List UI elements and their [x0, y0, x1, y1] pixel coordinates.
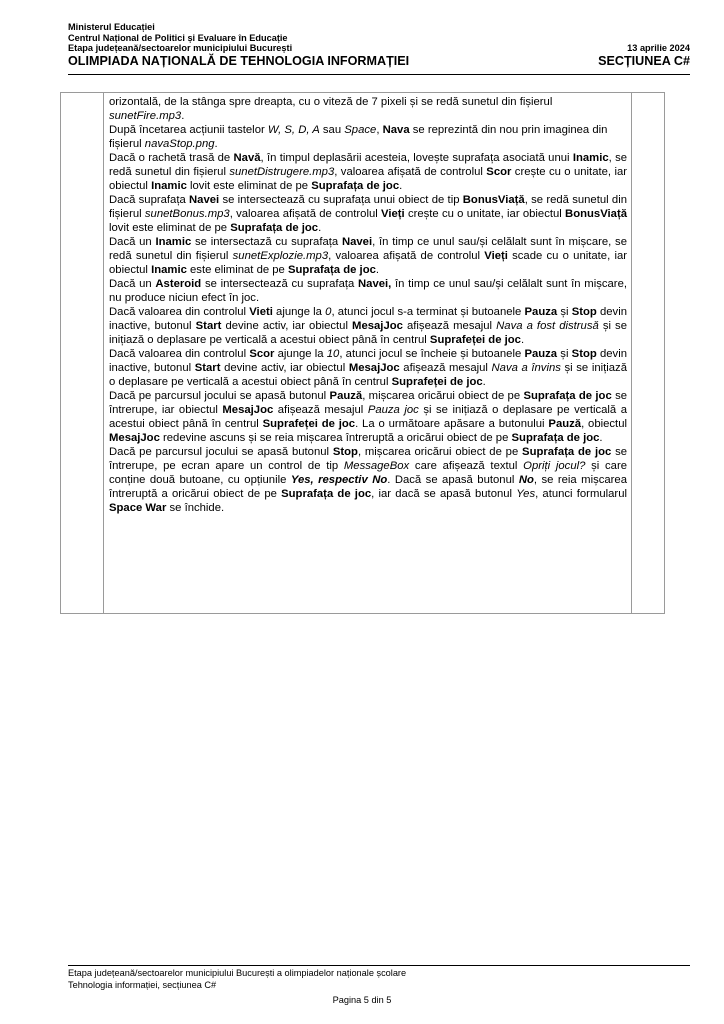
text-run: Dacă pe parcursul jocului se apasă butonul	[109, 390, 330, 402]
text-run: afișează mesajul	[273, 404, 368, 416]
emphasis-run: Inamic	[151, 264, 187, 276]
text-run: , atunci jocul se încheie și butoanele	[339, 348, 525, 360]
paragraph-stop	[109, 445, 627, 515]
emphasis-run: Pauză	[329, 390, 363, 402]
text-run: .	[599, 432, 603, 444]
paragraph-score-ten	[109, 347, 627, 389]
text-run: crește cu o unitate, iar obiectul	[404, 208, 566, 220]
text-run: și	[557, 348, 572, 360]
text-run: ajunge la	[272, 306, 326, 318]
paragraph-pause	[109, 389, 627, 445]
text-run: .	[181, 110, 185, 122]
text-run: , valoarea afișată de controlul	[229, 208, 382, 220]
emphasis-run: Inamic	[151, 180, 187, 192]
paragraph-nava-stop	[109, 123, 627, 151]
emphasis-run: MesajJoc	[352, 320, 403, 332]
text-run: se intersectează cu suprafața	[201, 278, 358, 290]
emphasis-run: Pauza joc	[367, 404, 419, 416]
emphasis-run: Suprafața de joc	[522, 446, 612, 458]
emphasis-run: Vieți	[484, 250, 508, 262]
header-row-center	[68, 33, 690, 44]
emphasis-run: Yes	[516, 488, 536, 500]
text-run: , în timp ce unul sau/și celălalt sunt în mișcare, se redă sunetul din fișierul	[109, 236, 627, 262]
text-run: , se reia mișcarea întreruptă a oricărui obiect de pe	[109, 474, 627, 500]
text-run: devin inactive, butonul	[109, 306, 628, 332]
text-run: Dacă un	[109, 278, 156, 290]
emphasis-run: Navei	[341, 236, 373, 248]
text-run: , se redă sunetul din fișierul	[109, 152, 627, 178]
emphasis-run: Nava a fost distrusă	[496, 320, 599, 332]
text-run: se întrerupe, iar obiectul	[109, 390, 628, 416]
text-run: .	[482, 376, 486, 388]
text-run: sau	[319, 124, 345, 136]
emphasis-run: Stop	[571, 348, 597, 360]
text-run: este eliminat de pe	[186, 264, 288, 276]
emphasis-run: BonusViață	[462, 194, 525, 206]
paragraph-fire-sound	[109, 95, 627, 123]
text-run: devin inactive, butonul	[109, 348, 627, 374]
emphasis-run: MesajJoc	[348, 362, 400, 374]
text-run: se intersectază cu suprafața	[191, 236, 342, 248]
text-run: .	[214, 138, 218, 150]
paragraph-bonus-life	[109, 193, 627, 235]
emphasis-run: Asteroid	[155, 278, 202, 290]
ministry-name: Ministerul Educației	[68, 22, 155, 32]
emphasis-run: Navei,	[358, 278, 392, 290]
text-run: se intersectează cu suprafața unui obiect de tip	[219, 194, 463, 206]
text-run: devine activ, iar obiectul	[221, 320, 353, 332]
text-run: și se inițiază o deplasare pe verticală a acestui obiect până în centrul	[109, 404, 627, 430]
text-run: .	[318, 222, 322, 234]
requirements-text	[109, 95, 627, 515]
paragraph-asteroid-collision	[109, 277, 627, 305]
olympiad-title: OLIMPIADA NAȚIONALĂ DE TEHNOLOGIA INFORMAȚIEI	[68, 53, 410, 68]
emphasis-run: Nava	[382, 124, 410, 136]
emphasis-run: Scor	[249, 348, 275, 360]
text-run: .	[399, 180, 403, 192]
text-run: se întrerupe, pe ecran apare un control de tip	[109, 446, 627, 472]
text-run: Dacă un	[109, 236, 156, 248]
emphasis-run: Suprafața de joc	[511, 432, 600, 444]
table-column-divider-right	[631, 93, 632, 613]
page-footer	[68, 968, 690, 991]
text-run: și se inițiază o deplasare pe verticală a acestui obiect până în centrul	[109, 362, 627, 388]
text-run: , atunci jocul s-a terminat și butoanele	[331, 306, 525, 318]
emphasis-run: Pauză	[548, 418, 582, 430]
emphasis-run: sunetBonus.mp3	[144, 208, 230, 220]
emphasis-run: MessageBox	[343, 460, 410, 472]
text-run: care afișează textul	[409, 460, 524, 472]
emphasis-run: navaStop.png	[144, 138, 215, 150]
text-run: devine activ, iar obiectul	[220, 362, 349, 374]
emphasis-run: BonusViață	[565, 208, 627, 220]
emphasis-run: MesajJoc	[222, 404, 274, 416]
emphasis-run: sunetDistrugere.mp3	[229, 166, 335, 178]
text-run: redevine ascuns și se reia mișcarea întreruptă a oricărui obiect de pe	[159, 432, 512, 444]
section-name: SECȚIUNEA C#	[598, 53, 690, 68]
text-run: , atunci formularul	[535, 488, 627, 500]
text-run: Dacă suprafața	[109, 194, 190, 206]
emphasis-run: Stop	[332, 446, 358, 458]
center-name: Centrul Național de Politici și Evaluare în Educație	[68, 32, 288, 43]
header-divider	[68, 74, 690, 75]
emphasis-run: Inamic	[155, 236, 192, 248]
text-run: afișează mesajul	[402, 320, 497, 332]
text-run: în timp ce unul sau/și celălalt sunt în mișcare, nu produce niciun efect în joc.	[109, 278, 627, 304]
exam-date: 13 aprilie 2024	[627, 43, 690, 54]
footer-stage-line: Etapa județeană/sectoarelor municipiului București a olimpiadelor naționale școlare	[68, 968, 407, 978]
text-run: . La o următoare apăsare a butonului	[355, 418, 549, 430]
text-run: . Dacă se apasă butonul	[387, 474, 519, 486]
text-run: , mișcarea oricărui obiect de pe	[357, 446, 523, 458]
page-header	[68, 22, 690, 68]
emphasis-run: Stop	[571, 306, 597, 318]
emphasis-run: Start	[194, 362, 221, 374]
text-run: lovit este eliminat de pe	[186, 180, 312, 192]
emphasis-run: Nava a învins	[491, 362, 561, 374]
header-row-title	[68, 54, 690, 68]
emphasis-run: Start	[195, 320, 222, 332]
emphasis-run: Opriți jocul?	[523, 460, 586, 472]
stage-name: Etapa județeană/sectoarelor municipiului București	[68, 43, 293, 54]
text-run: , valoarea afișată de controlul	[328, 250, 485, 262]
text-run: Dacă pe parcursul jocului se apasă butonul	[109, 446, 333, 458]
text-run: Dacă o rachetă trasă de	[109, 152, 234, 164]
emphasis-run: Vieți	[381, 208, 405, 220]
text-run: scade cu o unitate, iar obiectul	[109, 250, 627, 276]
page-number: Pagina 5 din 5	[332, 995, 392, 1005]
emphasis-run: MesajJoc	[109, 432, 160, 444]
text-run: afișează mesajul	[399, 362, 492, 374]
content-table	[60, 92, 665, 614]
emphasis-run: Space	[344, 124, 377, 136]
text-run: orizontală, de la stânga spre dreapta, cu o viteză de 7 pixeli și se redă sunetul din fișierul	[109, 96, 553, 108]
emphasis-run: Yes, respectiv No	[290, 474, 388, 486]
paragraph-rocket-hit	[109, 151, 627, 193]
text-run: se închide.	[166, 502, 225, 514]
text-run: , se redă sunetul din fișierul	[109, 194, 627, 220]
text-run: lovit este eliminat de pe	[109, 222, 231, 234]
footer-subject-line: Tehnologia informației, secțiunea C#	[68, 979, 217, 990]
text-run: se reprezintă din nou prin imaginea din fișierul	[109, 124, 608, 150]
text-run: și	[557, 306, 572, 318]
text-run: , valoarea afișată de controlul	[334, 166, 487, 178]
footer-divider	[68, 965, 690, 966]
text-run: După încetarea acțiunii tastelor	[109, 124, 268, 136]
emphasis-run: Space War	[109, 502, 167, 514]
emphasis-run: No	[518, 474, 534, 486]
emphasis-run: Suprafața de joc	[311, 180, 400, 192]
emphasis-run: sunetExplozie.mp3	[232, 250, 329, 262]
emphasis-run: Pauza	[524, 348, 558, 360]
text-run: , iar dacă se apasă butonul	[371, 488, 517, 500]
text-run: ajunge la	[274, 348, 327, 360]
emphasis-run: 10	[326, 348, 340, 360]
text-run: , mișcarea oricărui obiect de pe	[362, 390, 524, 402]
paragraph-enemy-collision	[109, 235, 627, 277]
text-run: Dacă valoarea din controlul	[109, 306, 250, 318]
table-column-divider-left	[103, 93, 104, 613]
emphasis-run: sunetFire.mp3	[109, 110, 182, 122]
emphasis-run: Navă	[233, 152, 261, 164]
text-run: , în timpul deplasării acesteia, lovește suprafața asociată unui	[260, 152, 573, 164]
text-run: crește cu o unitate, iar obiectul	[109, 166, 627, 192]
emphasis-run: Suprafața de joc	[523, 390, 612, 402]
emphasis-run: Suprafeței de joc	[262, 418, 356, 430]
emphasis-run: W, S, D, A	[267, 124, 320, 136]
text-run: și se inițiază o deplasare pe verticală a acestui obiect până în centrul	[109, 320, 627, 346]
emphasis-run: Suprafața de joc	[287, 264, 376, 276]
header-row-stage	[68, 43, 690, 54]
text-run: ,	[376, 124, 383, 136]
emphasis-run: Inamic	[572, 152, 609, 164]
emphasis-run: Scor	[486, 166, 512, 178]
emphasis-run: Navei	[189, 194, 220, 206]
paragraph-lives-zero	[109, 305, 627, 347]
emphasis-run: Pauza	[524, 306, 558, 318]
text-run: și care conține două butoane, cu opțiunile	[109, 460, 627, 486]
text-run: .	[375, 264, 380, 276]
text-run: .	[520, 334, 525, 346]
emphasis-run: Suprafeței de joc	[391, 376, 483, 388]
emphasis-run: Suprafeței de joc	[429, 334, 521, 346]
emphasis-run: Suprafața de joc	[281, 488, 372, 500]
text-run: Dacă valoarea din controlul	[109, 348, 250, 360]
emphasis-run: Vieti	[249, 306, 273, 318]
emphasis-run: Suprafața de joc	[230, 222, 319, 234]
text-run: , obiectul	[581, 418, 627, 430]
emphasis-run: 0	[325, 306, 332, 318]
header-row-ministry	[68, 22, 690, 33]
